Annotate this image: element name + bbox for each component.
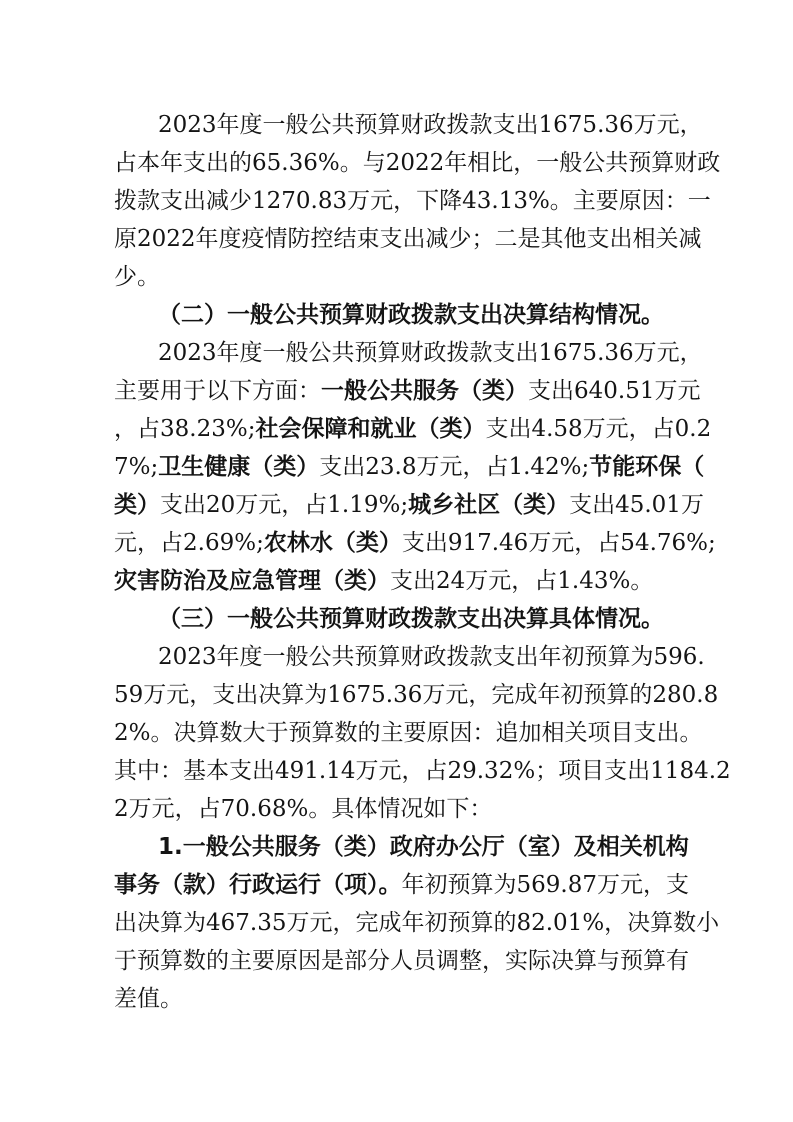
text-run: 支出4.58万元，占0.2 bbox=[485, 416, 712, 442]
paragraph-line: 差值。 bbox=[114, 986, 183, 1012]
text-run: 主要用于以下方面： bbox=[114, 378, 321, 404]
text-run: 元，占2.69%; bbox=[114, 530, 264, 556]
category-name: 卫生健康（类） bbox=[158, 454, 320, 480]
category-name: 类） bbox=[114, 492, 160, 518]
paragraph-line bbox=[114, 562, 680, 600]
text-run: 年初预算为569.87万元，支 bbox=[401, 872, 689, 898]
section-heading: （三）一般公共预算财政拨款支出决算具体情况。 bbox=[158, 606, 664, 632]
paragraph-line: 2万元，占70.68%。具体情况如下： bbox=[114, 796, 493, 822]
text-run: 支出45.01万 bbox=[569, 492, 704, 518]
category-name: 灾害防治及应急管理（类） bbox=[114, 568, 390, 594]
category-name: 社会保障和就业（类） bbox=[255, 416, 486, 442]
text-run: 支出23.8万元，占1.42%; bbox=[319, 454, 590, 480]
item-heading: 1.一般公共服务（类）政府办公厅（室）及相关机构 bbox=[158, 834, 689, 860]
paragraph-line bbox=[114, 372, 701, 410]
category-name: 农林水（类） bbox=[263, 530, 402, 556]
text-run: 支出24万元，占1.43%。 bbox=[390, 568, 654, 594]
item-heading-cont: 事务（款）行政运行（项）。 bbox=[114, 872, 402, 898]
paragraph-line: 原2022年度疫情防控结束支出减少；二是其他支出相关减 bbox=[114, 226, 702, 252]
paragraph-line bbox=[114, 866, 689, 904]
paragraph-line: 于预算数的主要原因是部分人员调整，实际决算与预算有 bbox=[114, 948, 689, 974]
paragraph-line bbox=[114, 410, 712, 448]
category-name: 节能环保（ bbox=[589, 454, 705, 480]
paragraph-line bbox=[114, 486, 704, 524]
paragraph-line: 2023年度一般公共预算财政拨款支出1675.36万元， bbox=[158, 340, 703, 366]
text-run: ，占38.23%; bbox=[114, 416, 256, 442]
paragraph-line: 占本年支出的65.36%。与2022年相比，一般公共预算财政 bbox=[114, 150, 721, 176]
section-heading: （二）一般公共预算财政拨款支出决算结构情况。 bbox=[158, 302, 664, 328]
text-run: 支出20万元，占1.19%; bbox=[160, 492, 409, 518]
paragraph-line: 2023年度一般公共预算财政拨款支出1675.36万元， bbox=[158, 112, 703, 138]
paragraph-line: 其中：基本支出491.14万元，占29.32%；项目支出1184.2 bbox=[114, 758, 731, 784]
paragraph-line: 出决算为467.35万元，完成年初预算的82.01%，决算数小 bbox=[114, 910, 720, 936]
text-run: 支出917.46万元，占54.76%; bbox=[401, 530, 716, 556]
paragraph-line bbox=[114, 448, 705, 486]
paragraph-line: 2023年度一般公共预算财政拨款支出年初预算为596. bbox=[158, 644, 705, 670]
paragraph-line: 少。 bbox=[114, 264, 160, 290]
paragraph-line bbox=[114, 524, 716, 562]
paragraph-line: 拨款支出减少1270.83万元，下降43.13%。主要原因：一 bbox=[114, 188, 711, 214]
text-run: 支出640.51万元 bbox=[528, 378, 701, 404]
paragraph-line: 59万元，支出决算为1675.36万元，完成年初预算的280.8 bbox=[114, 682, 719, 708]
paragraph-line: 2%。决算数大于预算数的主要原因：追加相关项目支出。 bbox=[114, 720, 703, 746]
text-run: 7%; bbox=[114, 454, 159, 480]
category-name: 一般公共服务（类） bbox=[321, 378, 528, 404]
category-name: 城乡社区（类） bbox=[408, 492, 570, 518]
